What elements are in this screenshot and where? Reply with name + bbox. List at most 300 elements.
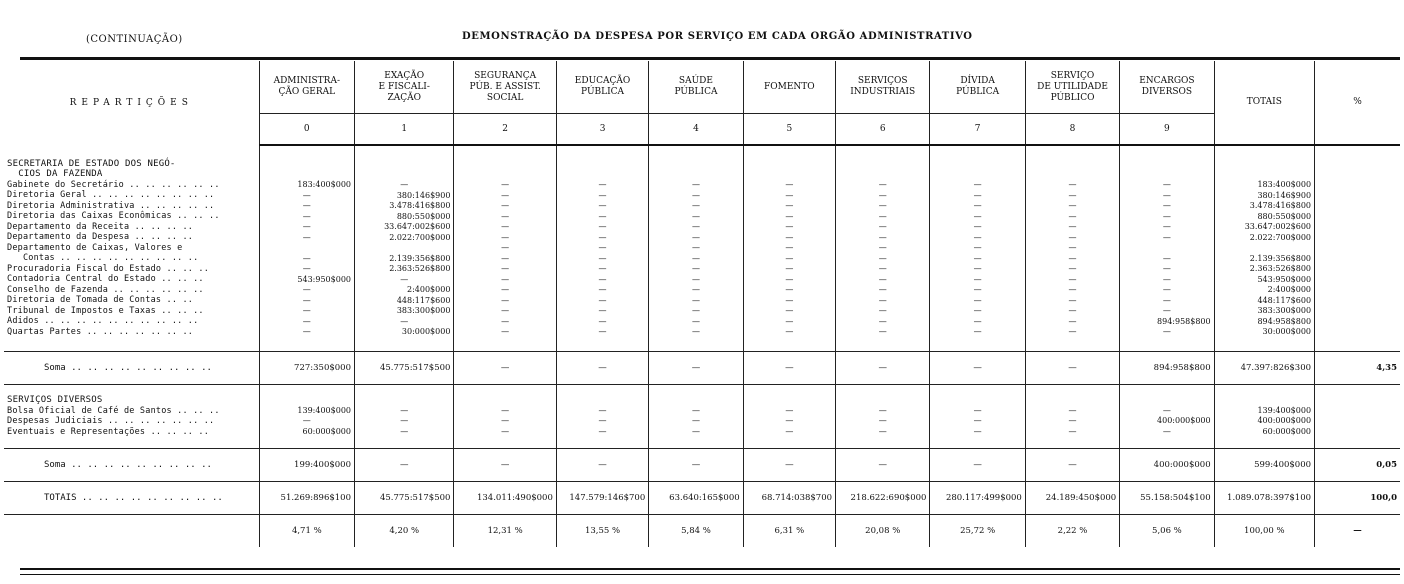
row-label: Gabinete do Secretário .. .. .. .. .. .. xyxy=(7,179,220,190)
cell-value: 4,20 % xyxy=(355,514,454,547)
cell-value: — xyxy=(743,448,835,481)
column-1-values xyxy=(355,384,454,448)
cell-value: — xyxy=(1162,264,1171,273)
cell-value: 33.647:002$600 xyxy=(384,222,451,231)
cell-value: 45.775:517$500 xyxy=(355,351,454,384)
col-number: 9 xyxy=(1120,114,1214,146)
cell-value: 2.139:356$800 xyxy=(389,253,451,263)
column-0-values xyxy=(259,384,354,448)
column-6-values xyxy=(836,384,930,448)
blank-dash: — xyxy=(598,295,607,305)
col-number: 3 xyxy=(556,114,648,146)
cell-value: — xyxy=(400,274,409,284)
cell-value: — xyxy=(1162,180,1171,189)
blank-dash: — xyxy=(501,232,510,242)
cell-value: 183:400$000 xyxy=(1257,180,1312,189)
cell-value: 894:958$800 xyxy=(1157,316,1211,326)
blank-dash: — xyxy=(1068,295,1077,305)
cell-value: 6,31 % xyxy=(743,514,835,547)
cell-value: — xyxy=(302,222,311,231)
cell-value: 880:550$000 xyxy=(396,211,451,221)
row-label: Diretoria das Caixas Econômicas .. .. .. xyxy=(7,211,220,221)
section-servicos-diversos xyxy=(4,384,1400,448)
cell-value xyxy=(263,243,351,254)
blank-dash: — xyxy=(691,264,700,273)
blank-dash: — xyxy=(1068,201,1077,210)
blank-dash: — xyxy=(973,232,982,242)
blank-dash: — xyxy=(973,316,982,326)
col-header: FOMENTO xyxy=(743,61,835,114)
row-label: Diretoria Geral .. .. .. .. .. .. .. .. xyxy=(7,190,215,200)
blank-dash: — xyxy=(785,243,794,252)
cell-value: — xyxy=(400,180,409,189)
blank-dash: — xyxy=(598,426,607,436)
cell-value: 63.640:165$000 xyxy=(649,481,743,514)
cell-value: 183:400$000 xyxy=(297,180,351,189)
cell-value: 4,71 % xyxy=(259,514,354,547)
cell-value: 139:400$000 xyxy=(297,405,351,415)
row-label: Departamento da Receita .. .. .. .. xyxy=(7,221,194,232)
cell-value: — xyxy=(1162,232,1171,242)
blank-dash: — xyxy=(973,416,982,425)
cell-value: — xyxy=(400,405,409,415)
cell-value: 199:400$000 xyxy=(259,448,354,481)
section-heading: SECRETARIA DE ESTADO DOS NEGÓ- CIOS DA FAZENDA xyxy=(7,158,176,179)
blank-dash: — xyxy=(973,243,982,252)
blank-dash: — xyxy=(1068,222,1077,231)
cell-value: — xyxy=(454,448,556,481)
cell-value: 3.478:416$800 xyxy=(1249,201,1312,210)
cell-value: 51.269:896$100 xyxy=(259,481,354,514)
cell-value: — xyxy=(302,295,311,305)
blank-dash: — xyxy=(785,211,794,221)
blank-dash: — xyxy=(1068,243,1077,252)
column-9-values xyxy=(1120,384,1214,448)
cell-value: — xyxy=(302,264,311,273)
cell-value: — xyxy=(649,448,743,481)
blank-dash: — xyxy=(691,190,700,200)
cell-value: 880:550$000 xyxy=(1257,211,1312,221)
row-total: 100,00 % xyxy=(1214,514,1314,547)
blank-dash: — xyxy=(878,274,887,284)
cell-value: 24.189:450$000 xyxy=(1025,481,1119,514)
column-5-values xyxy=(743,384,835,448)
blank-dash: — xyxy=(785,416,794,425)
blank-dash: — xyxy=(878,426,887,436)
cell-value: — xyxy=(1162,285,1171,294)
cell-value xyxy=(358,243,450,254)
cell-value xyxy=(1123,243,1210,254)
blank-dash: — xyxy=(878,405,887,415)
blank-dash: — xyxy=(691,285,700,294)
blank-dash: — xyxy=(1068,232,1077,242)
row-percent: 100,0 xyxy=(1315,481,1400,514)
cell-value: — xyxy=(302,327,311,336)
cell-value: — xyxy=(1162,295,1171,305)
cell-value: — xyxy=(302,232,311,242)
col-header: EDUCAÇÃO PÚBLICA xyxy=(556,61,648,114)
blank-dash: — xyxy=(691,426,700,436)
cell-value: 134.011:490$000 xyxy=(454,481,556,514)
reparticoes-header: REPARTIÇÕES xyxy=(69,97,193,108)
blank-dash: — xyxy=(973,327,982,336)
cell-value: — xyxy=(302,416,311,425)
blank-dash: — xyxy=(785,190,794,200)
cell-value: 2,22 % xyxy=(1025,514,1119,547)
column-8-values xyxy=(1025,145,1119,351)
bottom-rule-thin xyxy=(20,574,1400,575)
blank-dash: — xyxy=(691,274,700,284)
percent-column-values xyxy=(1315,384,1400,448)
blank-dash: — xyxy=(785,253,794,263)
cell-value: 2.139:356$800 xyxy=(1249,253,1312,263)
cell-value: 33.647:002$600 xyxy=(1244,222,1312,231)
col-number: 8 xyxy=(1025,114,1119,146)
cell-value: — xyxy=(1162,405,1171,415)
blank-dash: — xyxy=(973,306,982,315)
blank-dash: — xyxy=(878,327,887,336)
cell-value: 60:000$000 xyxy=(302,426,351,436)
blank-dash: — xyxy=(1068,211,1077,221)
row-total: 1.089.078:397$100 xyxy=(1214,481,1314,514)
cell-value: — xyxy=(836,448,930,481)
row-label: Departamento da Despesa .. .. .. .. xyxy=(7,232,194,242)
row-label: Departamento de Caixas, Valores e xyxy=(7,242,183,253)
col-header: SAÚDE PÚBLICA xyxy=(649,61,743,114)
blank-dash: — xyxy=(691,201,700,210)
blank-dash: — xyxy=(878,180,887,189)
cell-value: — xyxy=(1162,222,1171,231)
blank-dash: — xyxy=(501,253,510,263)
cell-value: 25,72 % xyxy=(930,514,1025,547)
blank-dash: — xyxy=(878,306,887,315)
bottom-rule xyxy=(20,568,1400,570)
cell-value: — xyxy=(400,416,409,425)
col-header: ADMINISTRA- ÇÃO GERAL xyxy=(259,61,354,114)
cell-value: 5,06 % xyxy=(1120,514,1214,547)
blank-dash: — xyxy=(691,405,700,415)
blank-dash: — xyxy=(598,232,607,242)
soma-row-servicos xyxy=(4,448,1400,481)
blank-dash: — xyxy=(878,264,887,273)
col-header: EXAÇÃO E FISCALI- ZAÇÃO xyxy=(355,61,454,114)
blank-dash: — xyxy=(785,180,794,189)
blank-dash: — xyxy=(691,232,700,242)
blank-dash: — xyxy=(598,327,607,336)
cell-value: 727:350$000 xyxy=(259,351,354,384)
cell-value: — xyxy=(556,351,648,384)
top-double-rule xyxy=(20,57,1400,60)
blank-dash: — xyxy=(785,201,794,210)
cell-value: — xyxy=(1162,274,1171,284)
blank-dash: — xyxy=(501,306,510,315)
row-percent: — xyxy=(1315,514,1400,547)
cell-value: — xyxy=(743,351,835,384)
cell-value: — xyxy=(1162,327,1171,336)
row-percent: 4,35 xyxy=(1315,351,1400,384)
column-5-values xyxy=(743,145,835,351)
blank-dash: — xyxy=(598,201,607,210)
blank-dash: — xyxy=(1068,180,1077,189)
blank-dash: — xyxy=(973,295,982,305)
blank-dash: — xyxy=(878,190,887,200)
cell-value: 383:300$000 xyxy=(396,306,451,315)
blank-dash: — xyxy=(501,274,510,284)
cell-value: — xyxy=(454,351,556,384)
blank-dash: — xyxy=(878,222,887,231)
cell-value: — xyxy=(302,253,311,263)
cell-value: — xyxy=(1162,211,1171,221)
blank-dash: — xyxy=(785,426,794,436)
section-fazenda-labels xyxy=(4,145,259,351)
soma-row-fazenda xyxy=(4,351,1400,384)
cell-value: 60:000$000 xyxy=(1262,426,1312,436)
cell-value: 280.117:499$000 xyxy=(930,481,1025,514)
totals-column-values xyxy=(1214,145,1314,351)
cell-value: — xyxy=(556,448,648,481)
section-fazenda xyxy=(4,145,1400,351)
cell-value: 147.579:146$700 xyxy=(556,481,648,514)
percent-column-values xyxy=(1315,145,1400,351)
blank-dash: — xyxy=(1068,426,1077,436)
blank-dash: — xyxy=(973,405,982,415)
column-0-values xyxy=(259,145,354,351)
continuation-label: (CONTINUAÇÃO) xyxy=(86,34,183,45)
row-label: Despesas Judiciais .. .. .. .. .. .. .. xyxy=(7,416,215,426)
row-label: Soma .. .. .. .. .. .. .. .. .. xyxy=(4,351,259,384)
blank-dash: — xyxy=(1068,190,1077,200)
row-percent: 0,05 xyxy=(1315,448,1400,481)
cell-value: — xyxy=(302,201,311,210)
totals-column-values xyxy=(1214,384,1314,448)
cell-value: 5,84 % xyxy=(649,514,743,547)
blank-dash: — xyxy=(598,180,607,189)
cell-value: 218.622:690$000 xyxy=(836,481,930,514)
col-header: SERVIÇO DE UTILIDADE PÚBLICO xyxy=(1025,61,1119,114)
blank-dash: — xyxy=(598,405,607,415)
cell-value: — xyxy=(302,285,311,294)
blank-dash: — xyxy=(878,243,887,252)
blank-dash: — xyxy=(973,253,982,263)
blank-dash: — xyxy=(598,243,607,252)
blank-dash: — xyxy=(878,253,887,263)
blank-dash: — xyxy=(501,316,510,326)
blank-dash: — xyxy=(691,416,700,425)
cell-value: 12,31 % xyxy=(454,514,556,547)
cell-value: — xyxy=(1162,306,1171,315)
blank-dash: — xyxy=(878,416,887,425)
cell-value: 2:400$000 xyxy=(407,285,451,294)
cell-value: — xyxy=(930,448,1025,481)
blank-dash: — xyxy=(598,211,607,221)
document-title: DEMONSTRAÇÃO DA DESPESA POR SERVIÇO EM CADA ORGÃO ADMINISTRATIVO xyxy=(462,31,973,42)
column-7-values xyxy=(930,145,1025,351)
blank-dash: — xyxy=(691,316,700,326)
cell-value: 448:117$600 xyxy=(396,295,451,305)
blank-dash: — xyxy=(785,316,794,326)
cell-value: 2.363:526$800 xyxy=(1249,264,1312,273)
blank-dash: — xyxy=(501,201,510,210)
column-3-values xyxy=(556,384,648,448)
col-header: DÍVIDA PÚBLICA xyxy=(930,61,1025,114)
blank-dash: — xyxy=(973,180,982,189)
blank-dash: — xyxy=(785,232,794,242)
cell-value: 400:000$000 xyxy=(1257,416,1312,425)
blank-dash: — xyxy=(501,243,510,252)
blank-dash: — xyxy=(598,190,607,200)
row-label: Procuradoria Fiscal do Estado .. .. .. xyxy=(7,263,210,274)
col-number: 1 xyxy=(355,114,454,146)
row-label: Conselho de Fazenda .. .. .. .. .. .. xyxy=(7,284,204,295)
blank-dash: — xyxy=(691,295,700,305)
row-label: Bolsa Oficial de Café de Santos .. .. .. xyxy=(7,405,220,416)
blank-dash: — xyxy=(1068,327,1077,336)
blank-dash: — xyxy=(785,222,794,231)
cell-value: — xyxy=(1162,201,1171,210)
col-number: 6 xyxy=(836,114,930,146)
blank-dash: — xyxy=(785,274,794,284)
cell-value: 139:400$000 xyxy=(1257,405,1312,415)
blank-dash: — xyxy=(501,211,510,221)
cell-value: 383:300$000 xyxy=(1257,306,1312,315)
row-label: TOTAIS .. .. .. .. .. .. .. .. .. xyxy=(4,481,259,514)
cell-value: 448:117$600 xyxy=(1257,295,1312,305)
blank-dash: — xyxy=(1068,316,1077,326)
blank-dash: — xyxy=(878,295,887,305)
blank-dash: — xyxy=(973,285,982,294)
cell-value: — xyxy=(302,211,311,221)
col-number: 2 xyxy=(454,114,556,146)
expense-table xyxy=(4,61,1400,547)
column-4-values xyxy=(649,384,743,448)
cell-value: — xyxy=(836,351,930,384)
blank-dash: — xyxy=(598,264,607,273)
cell-value: 13,55 % xyxy=(556,514,648,547)
blank-dash: — xyxy=(501,295,510,305)
blank-dash: — xyxy=(501,426,510,436)
row-label: Diretoria Administrativa .. .. .. .. .. xyxy=(7,200,215,211)
row-label: Soma .. .. .. .. .. .. .. .. .. xyxy=(4,448,259,481)
blank-dash: — xyxy=(501,264,510,273)
totais-row xyxy=(4,481,1400,514)
blank-dash: — xyxy=(691,327,700,336)
blank-dash: — xyxy=(598,416,607,425)
header-row xyxy=(4,61,1400,114)
cell-value: — xyxy=(302,190,311,200)
cell-value: — xyxy=(1162,426,1171,436)
cell-value: 2.022:700$000 xyxy=(389,232,451,242)
row-label xyxy=(4,514,259,547)
cell-value: — xyxy=(355,448,454,481)
cell-value: 2.022:700$000 xyxy=(1249,232,1312,242)
cell-value: 20,08 % xyxy=(836,514,930,547)
column-9-values xyxy=(1120,145,1214,351)
blank-dash: — xyxy=(785,405,794,415)
section-heading: SERVIÇOS DIVERSOS xyxy=(7,395,103,405)
col-number: 0 xyxy=(259,114,354,146)
blank-dash: — xyxy=(501,327,510,336)
blank-dash: — xyxy=(501,416,510,425)
col-header: ENCARGOS DIVERSOS xyxy=(1120,61,1214,114)
blank-dash: — xyxy=(1068,306,1077,315)
blank-dash: — xyxy=(501,285,510,294)
row-total: 599:400$000 xyxy=(1214,448,1314,481)
blank-dash: — xyxy=(691,306,700,315)
blank-dash: — xyxy=(598,222,607,231)
cell-value: 30:000$000 xyxy=(1262,327,1312,336)
percentages-row xyxy=(4,514,1400,547)
cell-value: — xyxy=(1025,351,1119,384)
cell-value: 894:958$800 xyxy=(1120,351,1214,384)
cell-value: 2.363:526$800 xyxy=(389,264,451,273)
section-servicos-labels xyxy=(4,384,259,448)
col-header: SEGURANÇA PÚB. E ASSIST. SOCIAL xyxy=(454,61,556,114)
blank-dash: — xyxy=(501,222,510,231)
blank-dash: — xyxy=(785,295,794,305)
blank-dash: — xyxy=(1068,416,1077,425)
cell-value: 543:950$000 xyxy=(297,274,351,284)
blank-dash: — xyxy=(691,180,700,189)
blank-dash: — xyxy=(691,211,700,221)
blank-dash: — xyxy=(785,264,794,273)
blank-dash: — xyxy=(973,264,982,273)
totais-header: TOTAIS xyxy=(1214,61,1314,145)
blank-dash: — xyxy=(1068,253,1077,263)
blank-dash: — xyxy=(691,253,700,263)
blank-dash: — xyxy=(1068,405,1077,415)
col-number: 5 xyxy=(743,114,835,146)
cell-value: — xyxy=(649,351,743,384)
cell-value xyxy=(1218,243,1311,254)
blank-dash: — xyxy=(501,405,510,415)
blank-dash: — xyxy=(878,232,887,242)
row-label: Eventuais e Representações .. .. .. .. xyxy=(7,426,210,437)
cell-value: 894:958$800 xyxy=(1257,316,1312,326)
cell-value: 55.158:504$100 xyxy=(1120,481,1214,514)
blank-dash: — xyxy=(598,253,607,263)
column-2-values xyxy=(454,384,556,448)
blank-dash: — xyxy=(598,306,607,315)
cell-value: 380:146$900 xyxy=(396,190,451,200)
cell-value: — xyxy=(1025,448,1119,481)
blank-dash: — xyxy=(973,274,982,284)
column-6-values xyxy=(836,145,930,351)
blank-dash: — xyxy=(785,285,794,294)
blank-dash: — xyxy=(973,201,982,210)
cell-value: — xyxy=(400,426,409,436)
blank-dash: — xyxy=(878,316,887,326)
row-label: Tribunal de Impostos e Taxas .. .. .. xyxy=(7,305,204,316)
cell-value: 543:950$000 xyxy=(1257,274,1312,284)
cell-value: 400:000$000 xyxy=(1157,416,1211,425)
row-label: Contadoria Central do Estado .. .. .. xyxy=(7,274,204,284)
blank-dash: — xyxy=(973,211,982,221)
blank-dash: — xyxy=(598,285,607,294)
column-3-values xyxy=(556,145,648,351)
cell-value: 45.775:517$500 xyxy=(355,481,454,514)
cell-value: 30:000$000 xyxy=(401,327,451,336)
cell-value: 3.478:416$800 xyxy=(389,201,451,210)
blank-dash: — xyxy=(501,190,510,200)
column-8-values xyxy=(1025,384,1119,448)
blank-dash: — xyxy=(1068,274,1077,284)
percent-header: % xyxy=(1315,61,1400,145)
row-total: 47.397:826$300 xyxy=(1214,351,1314,384)
cell-value: — xyxy=(1162,190,1171,200)
cell-value: — xyxy=(930,351,1025,384)
cell-value: — xyxy=(302,306,311,315)
row-label: Quartas Partes .. .. .. .. .. .. .. xyxy=(7,326,194,337)
